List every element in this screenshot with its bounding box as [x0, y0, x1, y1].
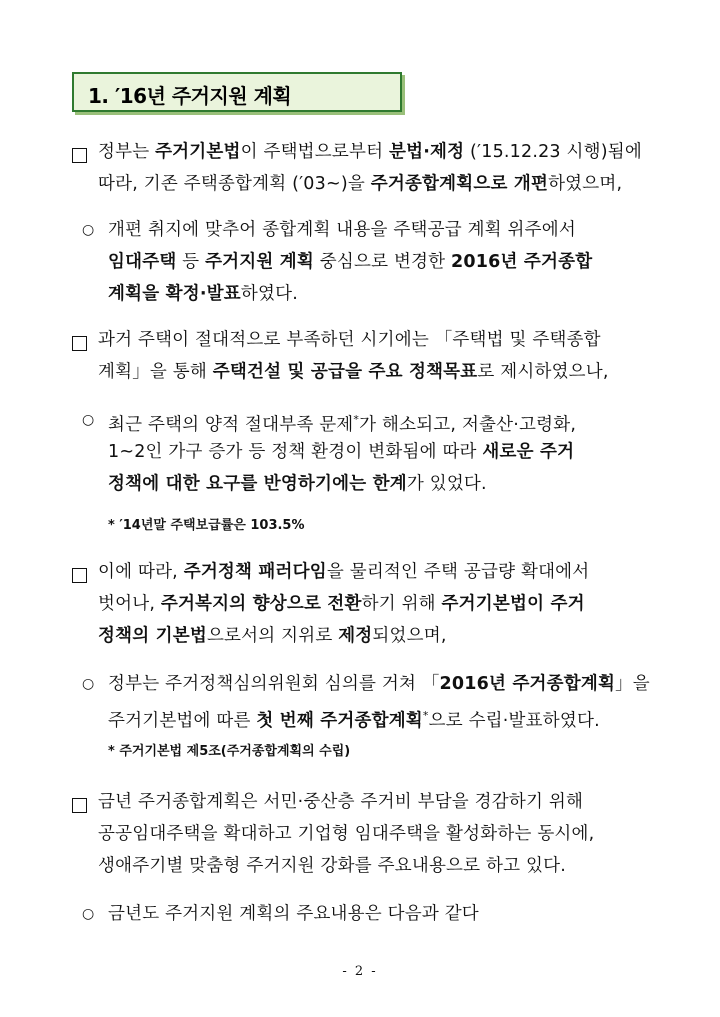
circle-bullet-icon: ○: [82, 906, 95, 922]
p1a-line2: 임대주택 등 주거지원 계획 중심으로 변경한 2016년 주거종합: [108, 252, 593, 272]
square-bullet-icon: [72, 148, 87, 163]
footnote: * ′14년말 주택보급률은 103.5%: [108, 518, 305, 533]
p4-line2: 공공임대주택을 확대하고 기업형 임대주택을 활성화하는 동시에,: [98, 824, 595, 844]
square-bullet-icon: [72, 798, 87, 813]
section-title: 1. ′16년 주거지원 계획: [88, 84, 292, 108]
page-number: - 2 -: [342, 964, 378, 979]
p1-line2: 따라, 기존 주택종합계획 (′03~)을 주거종합계획으로 개편하였으며,: [98, 174, 623, 194]
p3-line3: 정책의 기본법으로서의 지위로 제정되었으며,: [98, 626, 447, 646]
footnote: * 주거기본법 제5조(주거종합계획의 수립): [108, 744, 351, 759]
square-bullet-icon: [72, 336, 87, 351]
section-title-box: [72, 72, 402, 112]
p3a-line1: 정부는 주거정책심의위원회 심의를 거쳐 「2016년 주거종합계획」을: [108, 674, 650, 694]
p2a-line3: 정책에 대한 요구를 반영하기에는 한계가 있었다.: [108, 474, 487, 494]
p4-line3: 생애주기별 맞춤형 주거지원 강화를 주요내용으로 하고 있다.: [98, 856, 566, 876]
p4a-line1: 금년도 주거지원 계획의 주요내용은 다음과 같다: [108, 904, 479, 924]
p2-line2: 계획」을 통해 주택건설 및 공급을 주요 정책목표로 제시하였으나,: [98, 362, 609, 382]
p1-line1: 정부는 주거기본법이 주택법으로부터 분법·제정 (′15.12.23 시행)됨에: [98, 142, 642, 162]
circle-bullet-icon: ○: [82, 412, 95, 428]
circle-bullet-icon: ○: [82, 676, 95, 692]
p2a-line1: 최근 주택의 양적 절대부족 문제*가 해소되고, 저출산·고령화,: [108, 413, 577, 435]
p3-line2: 벗어나, 주거복지의 향상으로 전환하기 위해 주거기본법이 주거: [98, 594, 585, 614]
circle-bullet-icon: ○: [82, 222, 95, 238]
p2a-line2: 1~2인 가구 증가 등 정책 환경이 변화됨에 따라 새로운 주거: [108, 442, 575, 462]
square-bullet-icon: [72, 568, 87, 583]
p4-line1: 금년 주거종합계획은 서민·중산층 주거비 부담을 경감하기 위해: [98, 792, 584, 812]
p3-line1: 이에 따라, 주거정책 패러다임을 물리적인 주택 공급량 확대에서: [98, 562, 590, 582]
p1a-line3: 계획을 확정·발표하였다.: [108, 284, 298, 304]
p1a-line1: 개편 취지에 맞추어 종합계획 내용을 주택공급 계획 위주에서: [108, 220, 576, 240]
p3a-line2: 주거기본법에 따른 첫 번째 주거종합계획*으로 수립·발표하였다.: [108, 709, 600, 731]
p2-line1: 과거 주택이 절대적으로 부족하던 시기에는 「주택법 및 주택종합: [98, 330, 601, 350]
